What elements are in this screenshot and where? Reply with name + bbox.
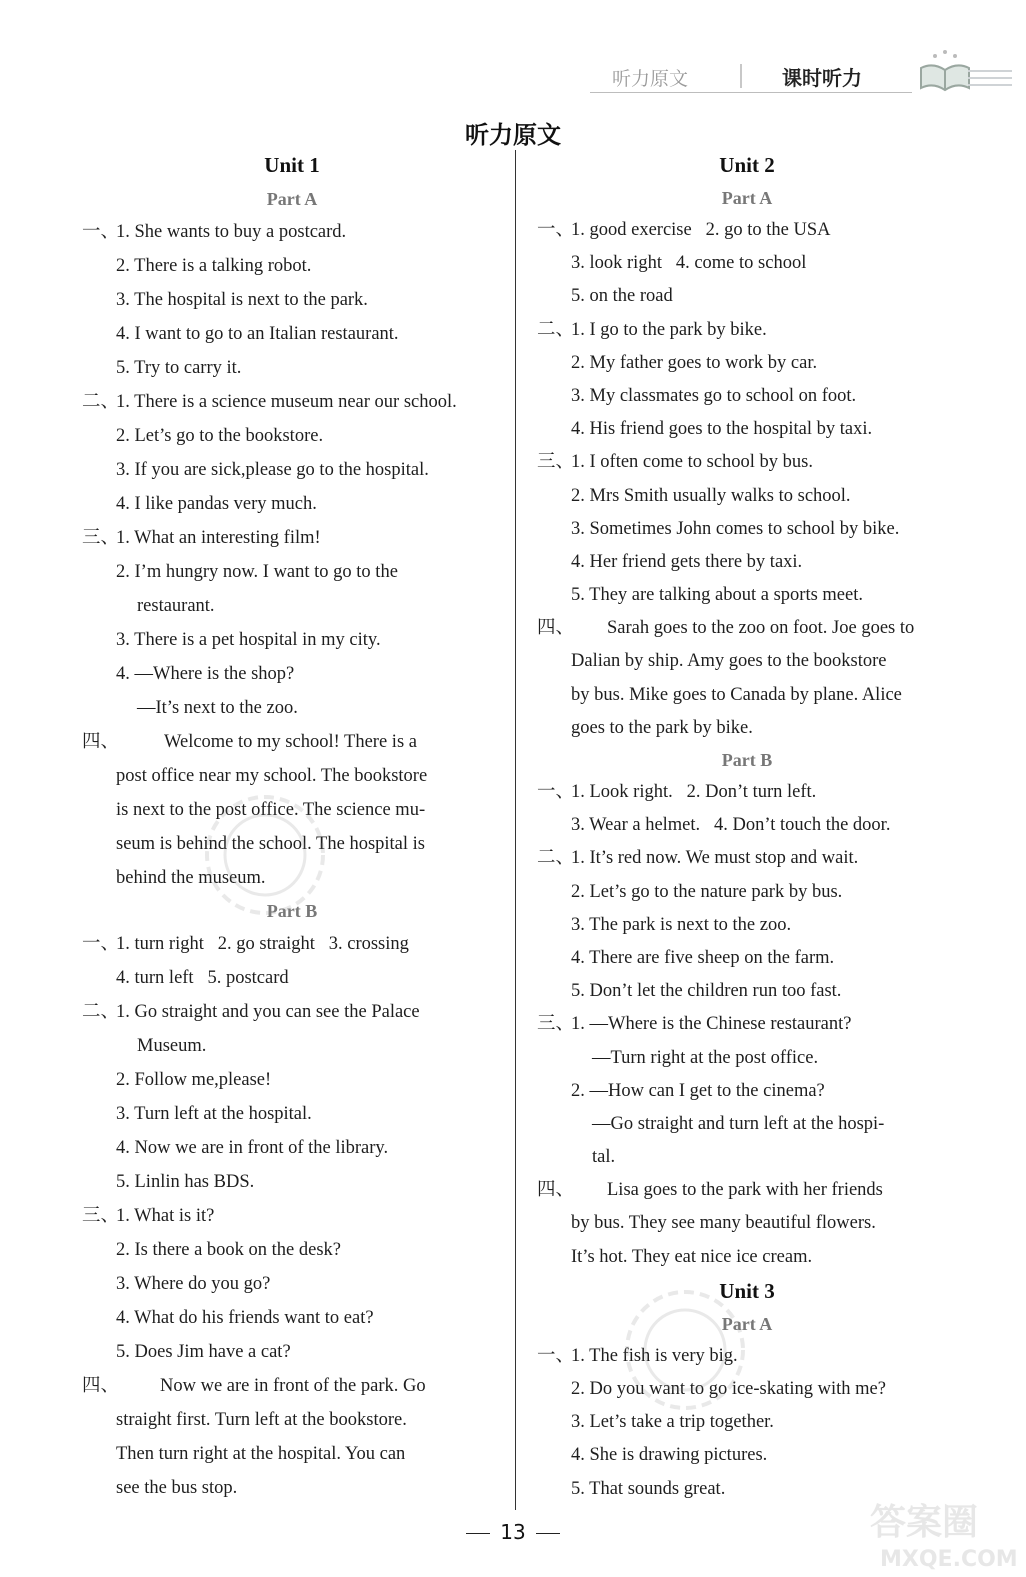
list-item: 2. —How can I get to the cinema? (571, 1080, 825, 1101)
list-item: 2. I’m hungry now. I want to go to the (116, 562, 398, 582)
list-item: 5. They are talking about a sports meet. (571, 585, 863, 606)
unit-heading: Unit 1 (264, 153, 320, 177)
list-item: 5. Does Jim have a cat? (116, 1342, 291, 1362)
list-item: 2. Let’s go to the bookstore. (116, 426, 324, 446)
item-text: Sarah goes to the zoo on foot. Joe goes to (607, 618, 915, 639)
list-item: 3. look right 4. come to school (571, 253, 807, 274)
list-item: 5. That sounds great. (571, 1478, 726, 1499)
item-text: Now we are in front of the park. Go (160, 1376, 426, 1396)
paragraph-line: It’s hot. They eat nice ice cream. (571, 1246, 813, 1267)
list-item: 3. There is a pet hospital in my city. (116, 630, 381, 650)
item-text: 1. I often come to school by bus. (571, 452, 813, 473)
list-item (537, 314, 957, 347)
paragraph-line: is next to the post office. The science mu- (116, 800, 426, 820)
section-marker: 四、 (537, 1180, 575, 1201)
list-item: 4. —Where is the shop? (116, 664, 295, 684)
item-text: Lisa goes to the park with her friends (607, 1180, 883, 1201)
list-item: 2. Is there a book on the desk? (116, 1240, 342, 1260)
part-heading: Part B (721, 750, 773, 770)
item-text: 1. It’s red now. We must stop and wait. (571, 848, 859, 869)
list-item: 4. She is drawing pictures. (571, 1445, 768, 1466)
header-section-label: 听力原文 (612, 68, 689, 90)
paragraph-line (537, 612, 957, 645)
section-marker: 四、 (82, 732, 120, 752)
list-item: 4. There are five sheep on the farm. (571, 947, 835, 968)
section-marker: 四、 (537, 618, 575, 639)
item-text: 1. What an interesting film! (116, 528, 321, 548)
list-item: 3. My classmates go to school on foot. (571, 385, 857, 406)
section-marker: 一、 (82, 934, 120, 954)
list-item: 4. What do his friends want to eat? (116, 1308, 374, 1328)
list-item: 2. Do you want to go ice-skating with me? (571, 1379, 886, 1399)
list-item (82, 995, 502, 1029)
list-item (537, 842, 957, 875)
unit-heading: Unit 2 (719, 153, 775, 177)
list-item (82, 521, 502, 555)
list-item (82, 385, 502, 419)
list-item: 2. There is a talking robot. (116, 256, 312, 276)
list-item: 4. I want to go to an Italian restaurant. (116, 324, 399, 344)
paragraph-line: by bus. Mike goes to Canada by plane. Alice (571, 684, 902, 705)
faint-stamp-icon (620, 1285, 750, 1415)
part-heading: Part A (266, 189, 318, 209)
part-heading: Part A (721, 188, 773, 208)
item-text: 1. turn right 2. go straight 3. crossing (116, 934, 409, 954)
list-item: 2. My father goes to work by car. (571, 352, 818, 373)
list-item: 4. I like pandas very much. (116, 494, 317, 514)
header-book-title: 课时听力 (782, 66, 862, 90)
item-text: 1. Go straight and you can see the Palace (116, 1002, 420, 1022)
item-text: 1. What is it? (116, 1206, 215, 1226)
header-decoration-stripes (968, 70, 1012, 90)
section-marker: 四、 (82, 1376, 120, 1396)
list-item: 4. Now we are in front of the library. (116, 1138, 389, 1158)
item-text: 1. The fish is very big. (571, 1345, 738, 1366)
part-heading: Part B (266, 901, 318, 921)
paragraph-line: goes to the park by bike. (571, 717, 753, 738)
list-item (537, 446, 957, 479)
item-text: 1. I go to the park by bike. (571, 319, 767, 340)
list-item: 3. The hospital is next to the park. (116, 290, 368, 310)
header-divider (740, 64, 742, 88)
section-marker: 三、 (537, 452, 575, 473)
section-marker: 二、 (537, 848, 575, 869)
list-item: 3. If you are sick,please go to the hospital. (116, 460, 429, 480)
section-marker: 三、 (537, 1014, 575, 1035)
item-text: Welcome to my school! There is a (164, 732, 417, 752)
paragraph-line: straight first. Turn left at the bookstore. (116, 1410, 407, 1430)
section-marker: 一、 (82, 222, 120, 242)
paragraph-line (82, 725, 502, 759)
item-text: 1. —Where is the Chinese restaurant? (571, 1014, 852, 1035)
column-divider (515, 150, 516, 1510)
list-item: 3. The park is next to the zoo. (571, 914, 792, 935)
list-item: 4. turn left 5. postcard (116, 968, 289, 988)
list-item-continuation: tal. (592, 1147, 616, 1168)
paragraph-line (82, 1369, 502, 1403)
list-item (82, 927, 502, 961)
item-text: 1. good exercise 2. go to the USA (571, 220, 831, 240)
item-text: 1. Look right. 2. Don’t turn left. (571, 782, 817, 802)
paragraph-line: see the bus stop. (116, 1478, 238, 1498)
list-item: 4. Her friend gets there by taxi. (571, 551, 803, 572)
list-item (537, 776, 957, 809)
header-rule (590, 92, 912, 93)
paragraph-line: seum is behind the school. The hospital is (116, 834, 425, 854)
section-marker: 三、 (82, 1206, 120, 1226)
page-header (590, 58, 980, 98)
list-item: 5. Linlin has BDS. (116, 1172, 255, 1192)
section-marker: 二、 (82, 392, 120, 412)
list-item: 3. Turn left at the hospital. (116, 1104, 312, 1124)
section-marker: 一、 (537, 220, 575, 240)
list-item: 4. His friend goes to the hospital by taxi. (571, 419, 873, 440)
svg-text:MXQE.COM: MXQE.COM (880, 1547, 1018, 1572)
paragraph-line: post office near my school. The bookstore (116, 766, 428, 786)
section-marker: 一、 (537, 782, 575, 802)
unit-heading: Unit 3 (719, 1278, 775, 1303)
page-title: 听力原文 (465, 121, 561, 149)
paragraph-line: Then turn right at the hospital. You can (116, 1444, 406, 1464)
section-marker: 一、 (537, 1345, 575, 1366)
item-text: 1. She wants to buy a postcard. (116, 222, 347, 242)
open-book-stars-icon (915, 48, 975, 96)
faint-stamp-icon (200, 790, 330, 920)
svg-text:答案圈: 答案圈 (870, 1502, 979, 1543)
list-item (537, 214, 957, 247)
list-item (82, 1199, 502, 1233)
list-item-continuation: —Turn right at the post office. (592, 1047, 819, 1068)
list-item: 2. Let’s go to the nature park by bus. (571, 881, 843, 902)
list-item-continuation: Museum. (137, 1036, 207, 1056)
page-number-text: 13 (500, 1520, 526, 1544)
list-item: 2. Follow me,please! (116, 1070, 272, 1090)
list-item: 2. Mrs Smith usually walks to school. (571, 485, 851, 506)
section-marker: 三、 (82, 528, 120, 548)
list-item: 5. Don’t let the children run too fast. (571, 981, 842, 1002)
list-item: 3. Where do you go? (116, 1274, 271, 1294)
item-text: 1. There is a science museum near our school. (116, 392, 457, 412)
watermark-logo-icon (860, 1490, 1020, 1572)
paragraph-line (537, 1174, 957, 1207)
list-item: 3. Sometimes John comes to school by bike. (571, 518, 900, 539)
paragraph-line: behind the museum. (116, 868, 266, 888)
paragraph-line: Dalian by ship. Amy goes to the bookstore (571, 651, 887, 672)
list-item-continuation: —Go straight and turn left at the hospi- (592, 1113, 885, 1134)
paragraph-line: by bus. They see many beautiful flowers. (571, 1213, 876, 1234)
list-item (537, 1008, 957, 1041)
list-item: 5. Try to carry it. (116, 358, 242, 378)
list-item-continuation: restaurant. (137, 596, 215, 616)
part-heading: Part A (721, 1313, 773, 1334)
list-item (82, 215, 502, 249)
section-marker: 二、 (537, 319, 575, 340)
section-marker: 二、 (82, 1002, 120, 1022)
list-item: 3. Wear a helmet. 4. Don’t touch the door. (571, 815, 891, 836)
list-item: 5. on the road (571, 286, 673, 307)
list-item-continuation: —It’s next to the zoo. (137, 698, 298, 718)
list-item: 3. Let’s take a trip together. (571, 1412, 774, 1433)
